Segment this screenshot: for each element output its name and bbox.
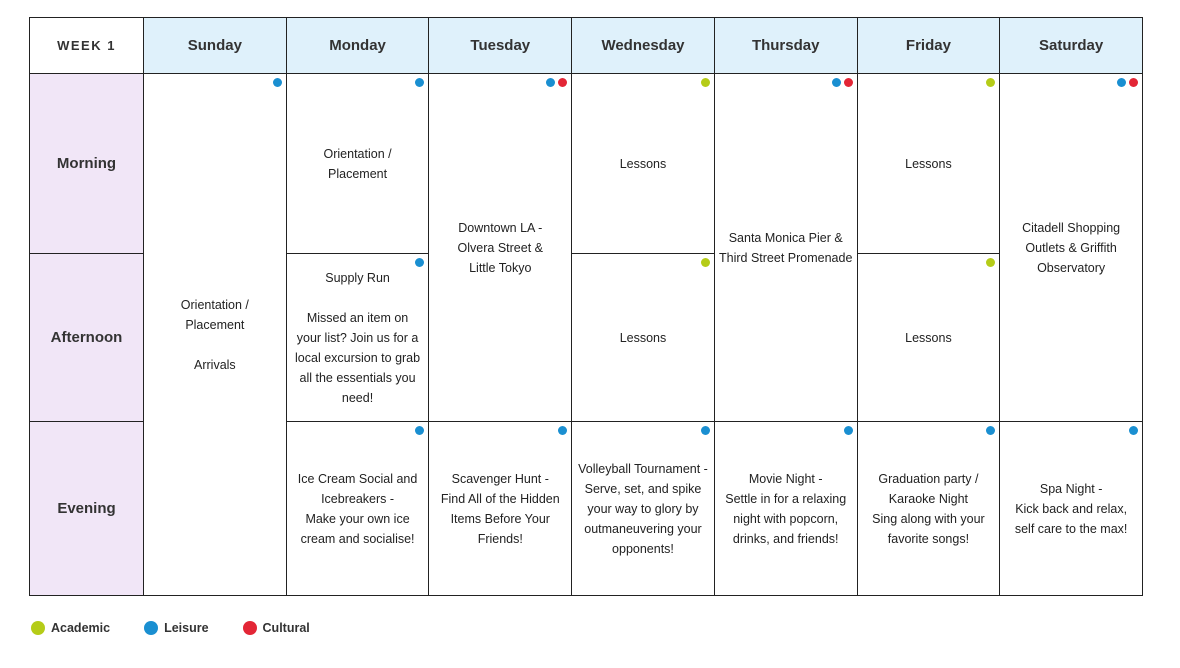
activity-text: Lessons: [619, 156, 667, 171]
leisure-dot-icon: [1117, 78, 1126, 87]
activity-text: Ice Cream Social and Icebreakers - Make your own ice cream and socialise!: [297, 471, 418, 546]
activity-tuesday-evening: [429, 422, 572, 596]
leisure-dot-icon: [1129, 426, 1138, 435]
activity-text: Graduation party / Karaoke Night Sing along with your favorite songs!: [872, 471, 985, 546]
activity-text: Santa Monica Pier & Third Street Promenade: [719, 230, 853, 265]
activity-monday-morning: [287, 74, 430, 254]
category-dots: [415, 258, 424, 267]
leisure-dot-icon: [546, 78, 555, 87]
activity-saturday-day: [1000, 74, 1143, 422]
activity-wednesday-morning: [572, 74, 715, 254]
day-header-thursday: Thursday: [715, 18, 858, 74]
legend-leisure: [144, 621, 208, 635]
activity-text: Downtown LA - Olvera Street & Little Tokyo: [457, 220, 543, 275]
academic-dot-icon: [701, 78, 710, 87]
activity-wednesday-evening: [572, 422, 715, 596]
category-dots: [986, 258, 995, 267]
activity-text: Scavenger Hunt - Find All of the Hidden Items Before Your Friends!: [440, 471, 560, 546]
leisure-dot-icon: [273, 78, 282, 87]
week-label: WEEK 1: [30, 18, 144, 74]
legend-label: Academic: [51, 621, 111, 635]
activity-text: Movie Night - Settle in for a relaxing night with popcorn, drinks, and friends!: [725, 471, 847, 546]
cultural-dot-icon: [1129, 78, 1138, 87]
activity-thursday-day: [715, 74, 858, 422]
activity-saturday-evening: [1000, 422, 1143, 596]
period-evening: Evening: [30, 422, 144, 596]
activity-monday-afternoon: [287, 254, 430, 422]
category-legend: [31, 621, 344, 635]
category-dots: [701, 258, 710, 267]
leisure-dot-icon: [415, 426, 424, 435]
leisure-dot-icon: [844, 426, 853, 435]
period-afternoon: Afternoon: [30, 254, 144, 422]
category-dots: [701, 78, 710, 87]
leisure-dot-icon: [144, 621, 158, 635]
category-dots: [844, 426, 853, 435]
activity-thursday-evening: [715, 422, 858, 596]
leisure-dot-icon: [986, 426, 995, 435]
leisure-dot-icon: [558, 426, 567, 435]
legend-academic: [31, 621, 110, 635]
category-dots: [546, 78, 567, 87]
category-dots: [832, 78, 853, 87]
cultural-dot-icon: [558, 78, 567, 87]
day-header-friday: Friday: [858, 18, 1001, 74]
leisure-dot-icon: [701, 426, 710, 435]
legend-label: Leisure: [164, 621, 209, 635]
activity-tuesday-day: [429, 74, 572, 422]
legend-label: Cultural: [262, 621, 310, 635]
leisure-dot-icon: [415, 258, 424, 267]
activity-text: Citadell Shopping Outlets & Griffith Observatory: [1022, 220, 1121, 275]
academic-dot-icon: [701, 258, 710, 267]
activity-friday-afternoon: [858, 254, 1001, 422]
activity-text: Lessons: [905, 330, 952, 345]
activity-text: Orientation / Placement: [323, 146, 392, 181]
day-header-monday: Monday: [287, 18, 430, 74]
activity-sunday: [144, 74, 287, 596]
academic-dot-icon: [31, 621, 45, 635]
activity-text: Lessons: [619, 330, 667, 345]
activity-monday-evening: [287, 422, 430, 596]
activity-friday-morning: [858, 74, 1001, 254]
day-header-tuesday: Tuesday: [429, 18, 572, 74]
cultural-dot-icon: [243, 621, 257, 635]
category-dots: [415, 426, 424, 435]
activity-text: Lessons: [905, 156, 952, 171]
activity-text: Spa Night - Kick back and relax, self care to the max!: [1014, 481, 1128, 536]
category-dots: [415, 78, 424, 87]
activity-friday-evening: [858, 422, 1001, 596]
leisure-dot-icon: [832, 78, 841, 87]
academic-dot-icon: [986, 78, 995, 87]
period-morning: Morning: [30, 74, 144, 254]
activity-wednesday-afternoon: [572, 254, 715, 422]
category-dots: [558, 426, 567, 435]
category-dots: [1117, 78, 1138, 87]
day-header-sunday: Sunday: [144, 18, 287, 74]
category-dots: [1129, 426, 1138, 435]
activity-text: Supply Run Missed an item on your list? Join us for a local excursion to grab all the essentials you need!: [295, 270, 421, 405]
activity-text: Volleyball Tournament - Serve, set, and spike your way to glory by outmaneuvering your opponents!: [578, 461, 708, 556]
weekly-schedule-grid: [29, 17, 1143, 596]
academic-dot-icon: [986, 258, 995, 267]
activity-text: Orientation / Placement Arrivals: [180, 297, 249, 372]
day-header-saturday: Saturday: [1000, 18, 1143, 74]
legend-cultural: [243, 621, 310, 635]
day-header-wednesday: Wednesday: [572, 18, 715, 74]
category-dots: [986, 426, 995, 435]
category-dots: [273, 78, 282, 87]
leisure-dot-icon: [415, 78, 424, 87]
cultural-dot-icon: [844, 78, 853, 87]
category-dots: [701, 426, 710, 435]
category-dots: [986, 78, 995, 87]
